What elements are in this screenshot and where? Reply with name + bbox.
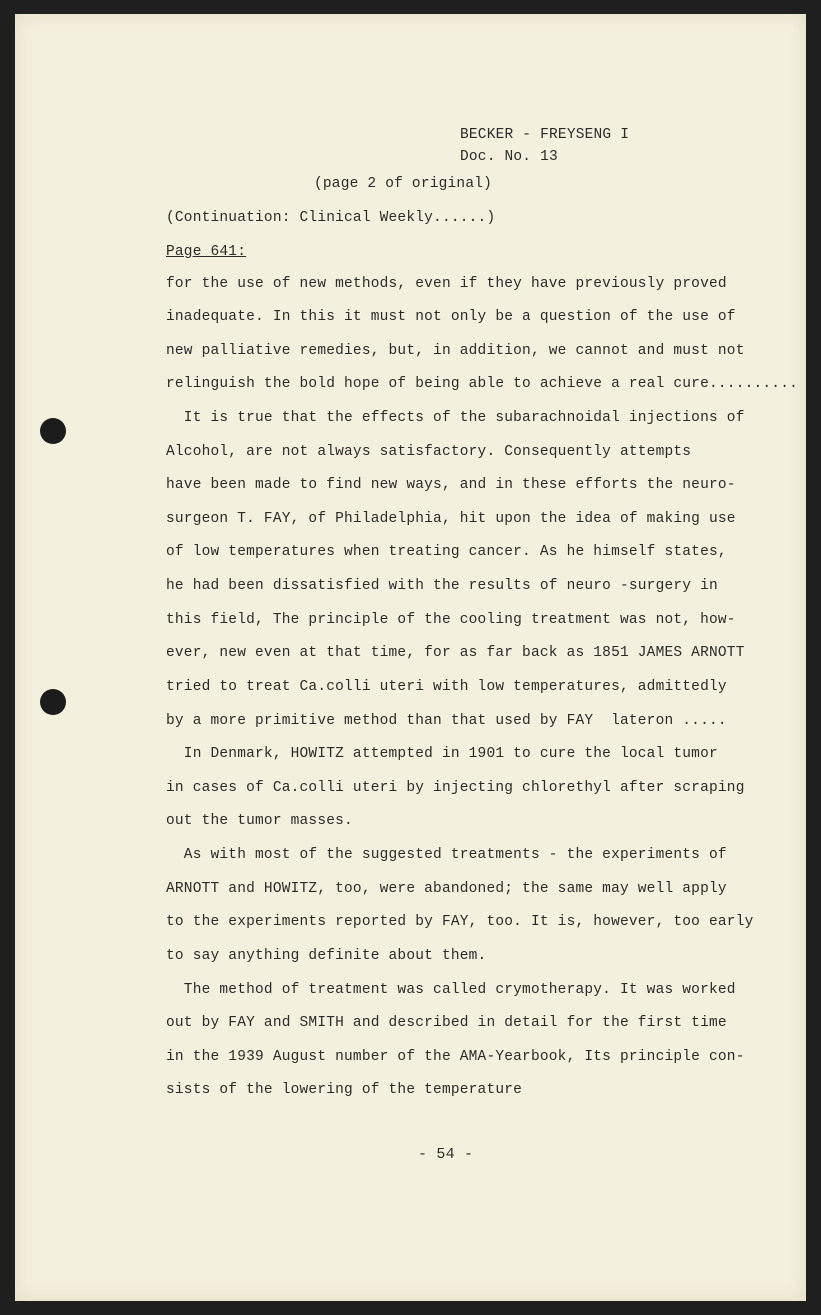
- body-line: ever, new even at that time, for as far back as 1851 JAMES ARNOTT: [166, 645, 745, 661]
- body-line: he had been dissatisfied with the results of neuro -surgery in: [166, 578, 718, 594]
- body-line: this field, The principle of the cooling treatment was not, how-: [166, 612, 736, 628]
- body-line: relinguish the bold hope of being able to achieve a real cure..........: [166, 376, 799, 392]
- page-note: (page 2 of original): [314, 176, 493, 192]
- punch-hole-top: [40, 418, 66, 444]
- body-line: ARNOTT and HOWITZ, too, were abandoned; the same may well apply: [166, 881, 727, 897]
- body-line: in the 1939 August number of the AMA-Yearbook, Its principle con-: [166, 1049, 745, 1065]
- body-line: to say anything definite about them.: [166, 948, 487, 964]
- continuation-note: (Continuation: Clinical Weekly......): [166, 210, 496, 226]
- body-line: of low temperatures when treating cancer. As he himself states,: [166, 544, 727, 560]
- body-line: out the tumor masses.: [166, 813, 353, 829]
- body-line: by a more primitive method than that used by FAY lateron .....: [166, 713, 727, 729]
- body-line: new palliative remedies, but, in addition, we cannot and must not: [166, 343, 745, 359]
- page-reference: Page 641:: [166, 244, 247, 260]
- body-line: tried to treat Ca.colli uteri with low temperatures, admittedly: [166, 679, 727, 695]
- body-line: surgeon T. FAY, of Philadelphia, hit upon the idea of making use: [166, 511, 736, 527]
- punch-hole-bottom: [40, 689, 66, 715]
- case-title: BECKER - FREYSENG I: [460, 127, 630, 143]
- body-line: out by FAY and SMITH and described in detail for the first time: [166, 1015, 727, 1031]
- body-line: The method of treatment was called crymotherapy. It was worked: [166, 982, 736, 998]
- body-line: It is true that the effects of the subarachnoidal injections of: [166, 410, 745, 426]
- body-line: in cases of Ca.colli uteri by injecting chlorethyl after scraping: [166, 780, 745, 796]
- document-reference: [460, 124, 629, 168]
- body-line: have been made to find new ways, and in these efforts the neuro-: [166, 477, 736, 493]
- page-number: - 54 -: [418, 1146, 474, 1163]
- doc-number: Doc. No. 13: [460, 149, 558, 165]
- body-line: As with most of the suggested treatments - the experiments of: [166, 847, 727, 863]
- body-line: Alcohol, are not always satisfactory. Consequently attempts: [166, 444, 692, 460]
- body-line: In Denmark, HOWITZ attempted in 1901 to cure the local tumor: [166, 746, 718, 762]
- body-line: for the use of new methods, even if they have previously proved: [166, 276, 727, 292]
- body-line: to the experiments reported by FAY, too. It is, however, too early: [166, 914, 754, 930]
- body-line: inadequate. In this it must not only be a question of the use of: [166, 309, 736, 325]
- body-line: sists of the lowering of the temperature: [166, 1082, 523, 1098]
